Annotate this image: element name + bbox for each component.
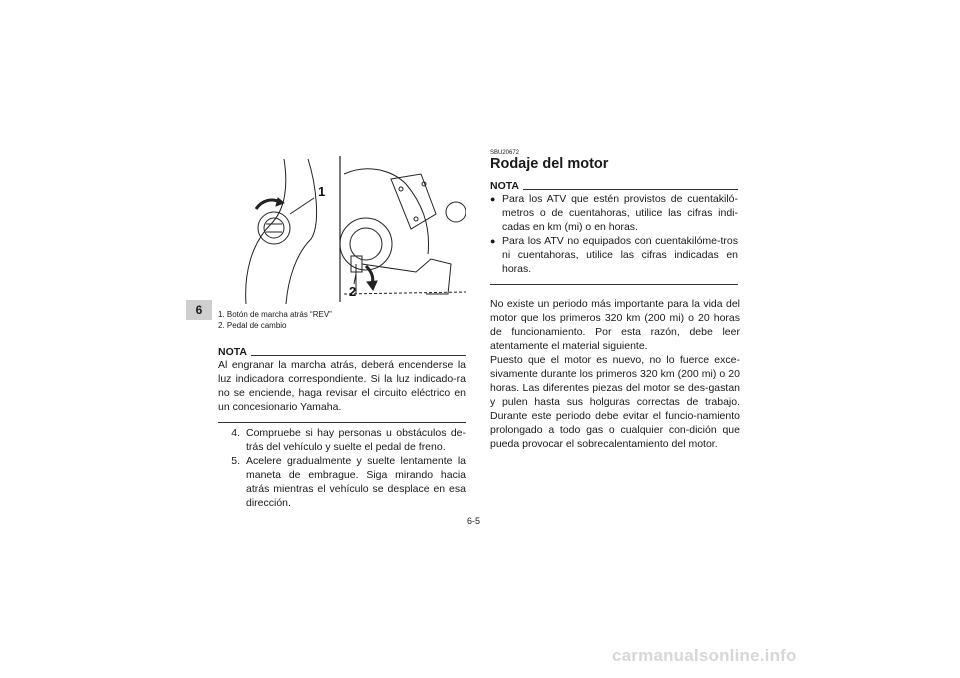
bullet-icon: ● [490, 236, 496, 246]
section-code: SBU20672 [490, 150, 520, 156]
sprocket-cover [391, 174, 436, 229]
callout-1: 1 [318, 184, 326, 199]
bullet-icon: ● [490, 194, 496, 204]
rev-button-housing [258, 212, 290, 244]
nota-text: Al engranar la marcha atrás, deberá encenderse la luz indicadora correspondiente. Si la luz indicado-ra no se enciende, haga revisar el circuito eléctrico en un concesionario Yamaha. [218, 359, 466, 413]
paragraph: Puesto que el motor es nuevo, no lo fuerce exce-sivamente durante los primeros 320 km (200 mi) o 20 horas. Las diferentes piezas del motor se des-gastan y pulen hasta sus holguras correctas de trabajo. Durante este periodo debe evitar el funcio-namiento prolongado a todo gas o cualquier con-dición que pueda provocar el sobrecalentamiento del motor. [490, 354, 740, 450]
figure-caption [218, 309, 332, 331]
nota-end-rule [218, 422, 466, 423]
step-number: 5. [231, 455, 240, 467]
steps-list [218, 426, 466, 510]
section-heading: Rodaje del motor [490, 156, 609, 172]
nota-rule [251, 355, 466, 356]
bullet-text: Para los ATV que estén provistos de cuentakiló-metros o de cuentahoras, utilice las cifras indi-cadas en km (mi) o en horas. [502, 193, 738, 233]
step-number: 4. [231, 427, 240, 439]
chapter-tab: 6 [186, 300, 212, 320]
caption-line-1: 1. Botón de marcha atrás “REV” [218, 310, 332, 319]
nota-rule [523, 189, 738, 190]
left-nota [218, 346, 466, 423]
nota-end-rule [490, 284, 738, 285]
paragraph: No existe un periodo más importante para la vida del motor que los primeros 320 km (200 mi) o 20 horas de funcionamiento. Por esta razón, debe leer atentamente el material siguiente. [490, 298, 740, 352]
list-item [490, 192, 738, 234]
step-text: Acelere gradualmente y suelte lentamente la maneta de embrague. Siga mirando hacia atrás mientras el vehículo se desplace en esa dirección. [246, 455, 466, 509]
break-in-body [490, 297, 740, 451]
caption-line-2: 2. Pedal de cambio [218, 321, 287, 330]
nota-label: NOTA [490, 180, 519, 192]
list-item [218, 454, 466, 510]
list-item [218, 426, 466, 454]
nota-header [218, 346, 466, 358]
bullet-text: Para los ATV no equipados con cuentakilóme-tros ni cuentahoras, utilice las cifras indicadas en horas. [502, 235, 738, 275]
engine-cover [340, 218, 392, 270]
page-number: 6-5 [467, 516, 481, 526]
list-item [490, 234, 738, 276]
reverse-and-shift-illustration [216, 154, 466, 304]
callout-2: 2 [349, 284, 357, 299]
watermark: carmanualsonline.info [612, 646, 797, 665]
nota-label: NOTA [218, 346, 247, 358]
step-text: Compruebe si hay personas u obstáculos de-trás del vehículo y suelte el pedal de freno. [246, 427, 466, 453]
nota-header [490, 180, 738, 192]
right-nota [490, 180, 738, 285]
callout-line-1 [290, 198, 314, 214]
